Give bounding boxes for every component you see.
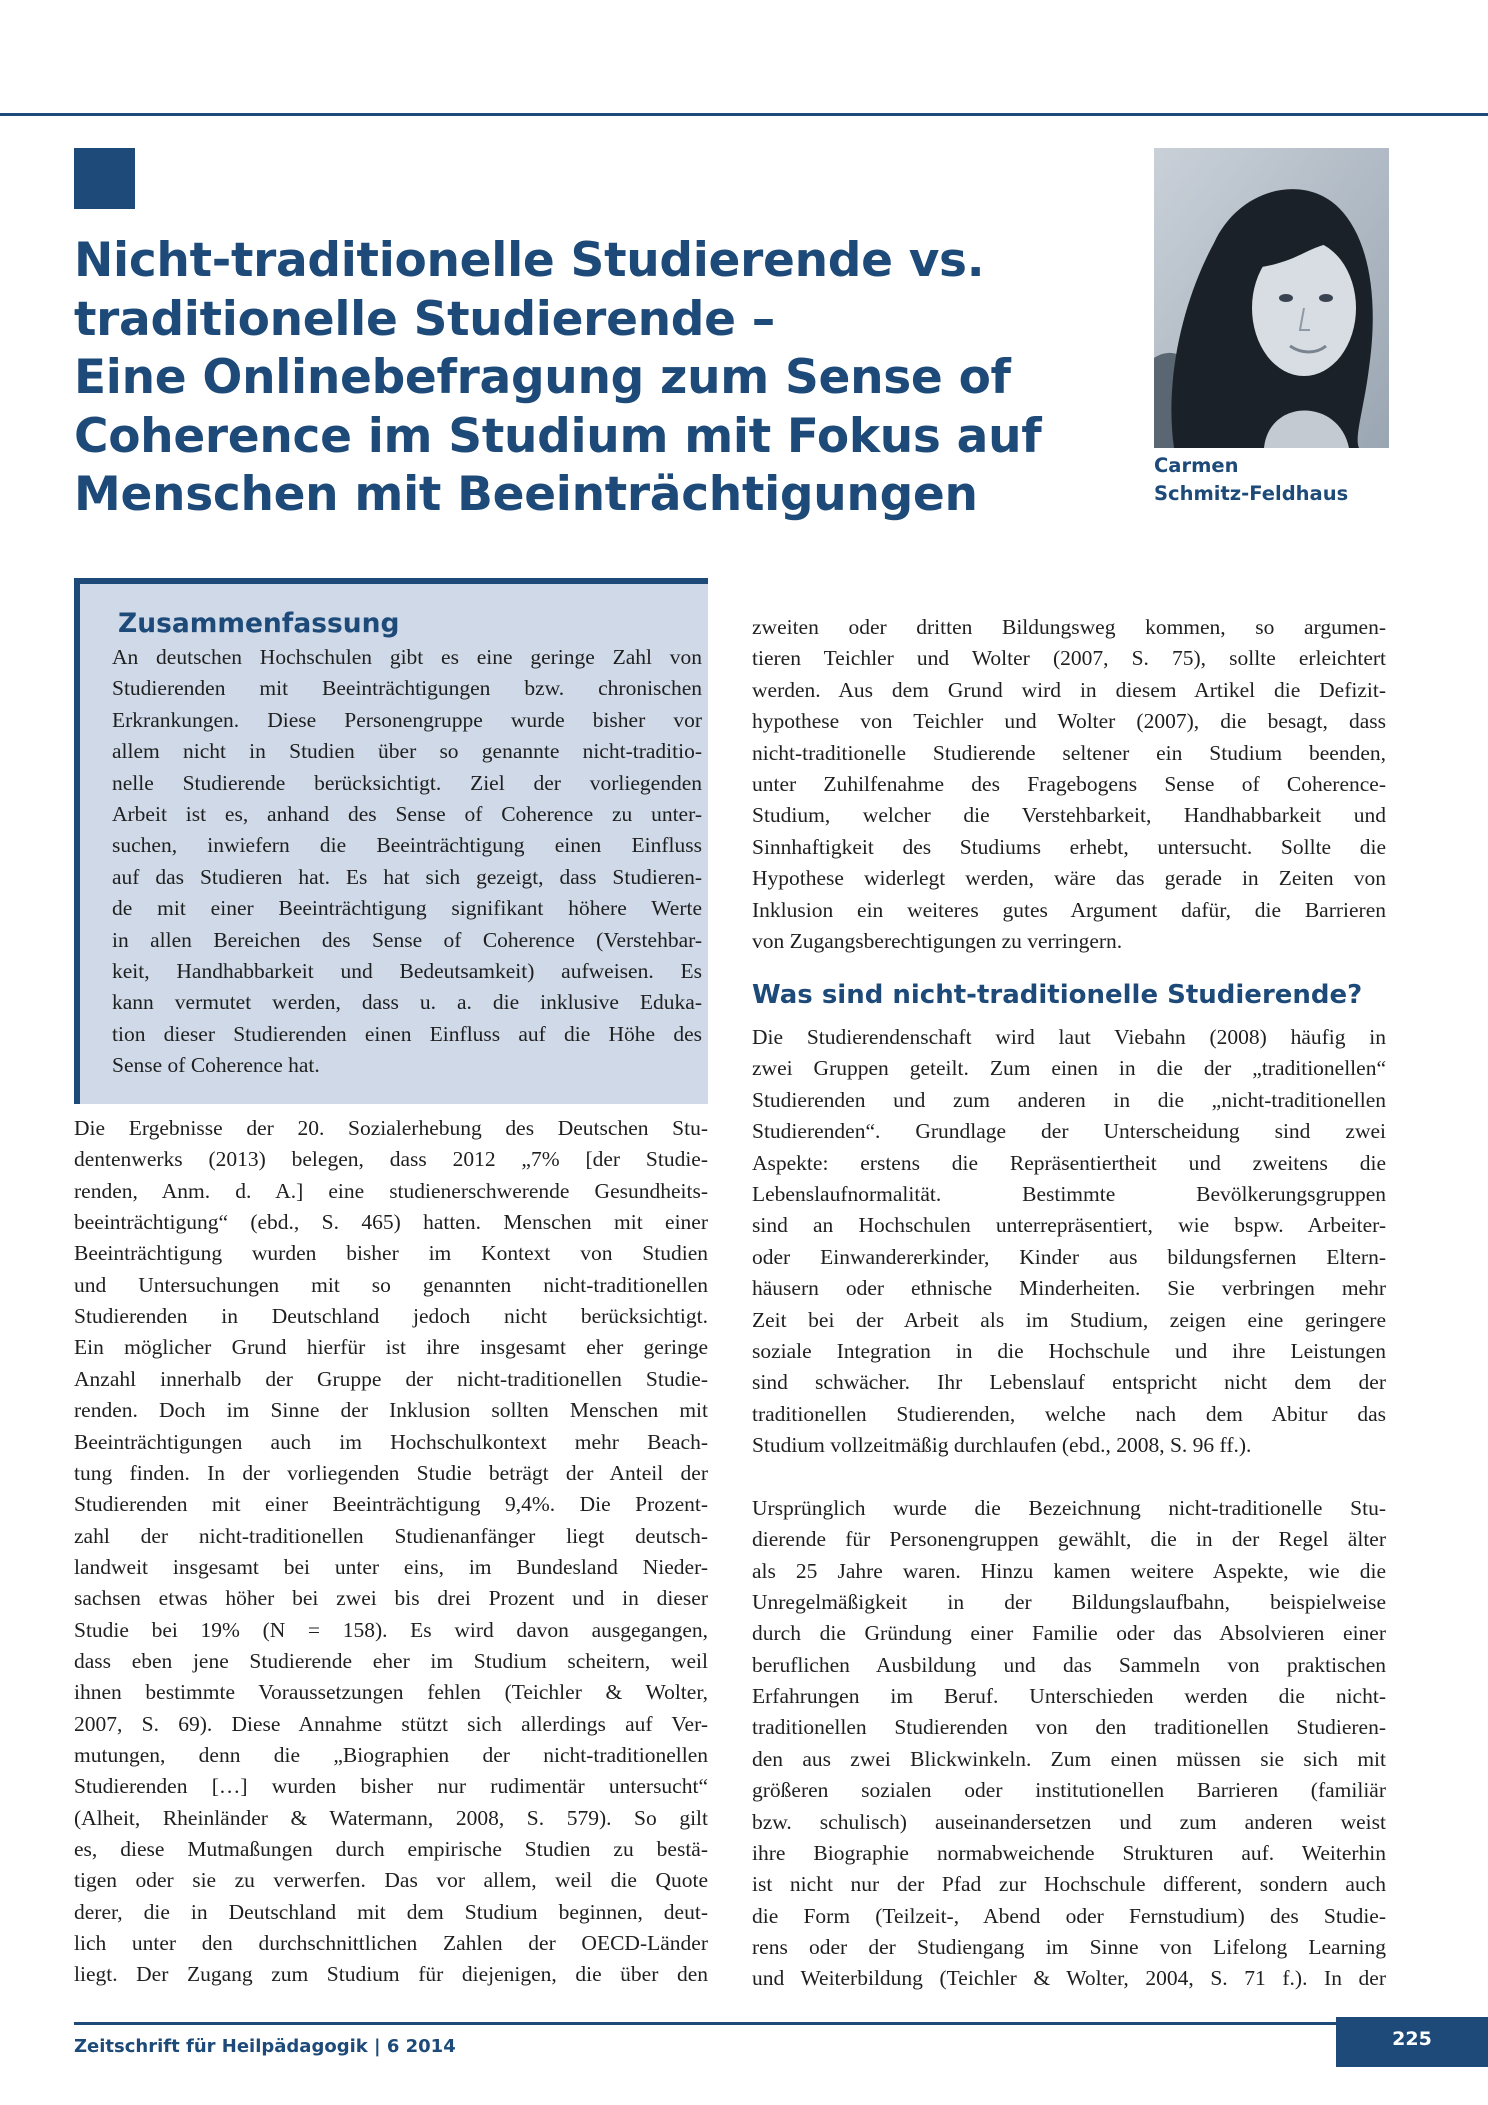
text-line: als 25 Jahre waren. Hinzu kamen weitere Aspekte, wie die bbox=[752, 1558, 1386, 1583]
text-line: 2007, S. 69). Diese Annahme stützt sich allerdings auf Ver- bbox=[74, 1711, 708, 1736]
text-line: Ein möglicher Grund hierfür ist ihre insgesamt eher geringe bbox=[74, 1335, 708, 1360]
text-line: Studierenden mit Beeinträchtigungen bzw. chronischen bbox=[112, 676, 702, 701]
text-line: größeren sozialen oder institutionellen Barrieren (familiär bbox=[752, 1778, 1386, 1803]
text-line: hypothese von Teichler und Wolter (2007), die besagt, dass bbox=[752, 709, 1386, 734]
text-line: Studium vollzeitmäßig durchlaufen (ebd., 2008, S. 96 ff.). bbox=[752, 1433, 1252, 1458]
text-line: de mit einer Beeinträchtigung signifikant höhere Werte bbox=[112, 896, 702, 921]
text-line: tieren Teichler und Wolter (2007, S. 75), sollte erleichtert bbox=[752, 646, 1386, 671]
text-line: beeinträchtigung“ (ebd., S. 465) hatten. Menschen mit einer bbox=[74, 1210, 708, 1235]
author-line: Schmitz-Feldhaus bbox=[1154, 482, 1349, 505]
text-line: sachsen etwas höher bei zwei bis drei Prozent und in dieser bbox=[74, 1586, 708, 1611]
decorative-square bbox=[74, 148, 135, 209]
text-line: Die Studierendenschaft wird laut Viebahn (2008) häufig in bbox=[752, 1025, 1386, 1049]
text-line: kann vermutet werden, dass u. a. die inklusive Eduka- bbox=[112, 990, 702, 1015]
title-line: Eine Onlinebefragung zum Sense of bbox=[74, 350, 1011, 405]
text-line: sind schwächer. Ihr Lebenslauf entspricht nicht dem der bbox=[752, 1370, 1386, 1395]
text-line: sind an Hochschulen unterrepräsentiert, wie bspw. Arbeiter- bbox=[752, 1213, 1386, 1238]
text-line: auf das Studieren hat. Es hat sich gezeigt, dass Studieren- bbox=[112, 864, 702, 889]
text-line: Beeinträchtigung wurden bisher im Kontext von Studien bbox=[74, 1241, 708, 1266]
text-line: mutungen, denn die „Biographien der nicht-traditionellen bbox=[74, 1743, 708, 1767]
text-line: Studierenden und zum anderen in die „nicht-traditionellen bbox=[752, 1087, 1386, 1112]
portrait-illustration bbox=[1154, 148, 1389, 448]
text-line: beruflichen Ausbildung und das Sammeln von praktischen bbox=[752, 1652, 1386, 1677]
text-line: zweiten oder dritten Bildungsweg kommen, so argumen- bbox=[752, 615, 1386, 639]
text-line: (Alheit, Rheinländer & Watermann, 2008, S. 579). So gilt bbox=[74, 1805, 708, 1830]
text-line: Studierenden […] wurden bisher nur rudimentär untersucht“ bbox=[74, 1774, 708, 1799]
text-line: Zeit bei der Arbeit als im Studium, zeigen eine geringere bbox=[752, 1307, 1386, 1332]
text-line: in allen Bereichen des Sense of Coherence (Verstehbar- bbox=[112, 927, 702, 952]
text-line: häusern oder ethnische Minderheiten. Sie verbringen mehr bbox=[752, 1276, 1386, 1301]
text-line: derer, die in Deutschland mit dem Studium beginnen, deut- bbox=[74, 1899, 708, 1924]
text-line: Arbeit ist es, anhand des Sense of Coherence zu unter- bbox=[112, 802, 702, 826]
text-line: keit, Handhabbarkeit und Bedeutsamkeit) aufweisen. Es bbox=[112, 959, 702, 983]
text-line: dierende für Personengruppen gewählt, die in der Regel älter bbox=[752, 1527, 1386, 1552]
text-line: dentenwerks (2013) belegen, dass 2012 „7% [der Studie- bbox=[74, 1147, 708, 1172]
text-line: Studie bei 19% (N = 158). Es wird davon ausgegangen, bbox=[74, 1617, 708, 1642]
title-line: Menschen mit Beeinträchtigungen bbox=[74, 467, 978, 522]
text-line: zahl der nicht-traditionellen Studienanfänger liegt deutsch- bbox=[74, 1523, 708, 1548]
text-line: allem nicht in Studien über so genannte nicht-traditio- bbox=[112, 739, 702, 764]
text-line: An deutschen Hochschulen gibt es eine geringe Zahl von bbox=[112, 645, 702, 669]
text-line: tion dieser Studierenden einen Einfluss auf die Höhe des bbox=[112, 1021, 702, 1046]
text-line: soziale Integration in die Hochschule und ihre Leistungen bbox=[752, 1339, 1386, 1363]
text-line: ihre Biographie normabweichende Strukturen auf. Weiterhin bbox=[752, 1840, 1386, 1865]
text-line: werden. Aus dem Grund wird in diesem Artikel die Defizit- bbox=[752, 677, 1386, 702]
text-line: ist nicht nur der Pfad zur Hochschule different, sondern auch bbox=[752, 1872, 1386, 1897]
abstract-box bbox=[74, 578, 708, 1104]
text-line: dass eben jene Studierende eher im Studium scheitern, weil bbox=[74, 1648, 708, 1673]
title-line: traditionelle Studierende – bbox=[74, 291, 775, 347]
text-line: Studierenden“. Grundlage der Unterscheidung sind zwei bbox=[752, 1119, 1386, 1144]
text-line: Studierenden in Deutschland jedoch nicht berücksichtigt. bbox=[74, 1304, 708, 1329]
text-line: Inklusion ein weiteres gutes Argument dafür, die Barrieren bbox=[752, 897, 1386, 922]
text-line: rens oder der Studiengang im Sinne von Lifelong Learning bbox=[752, 1934, 1386, 1959]
text-line: durch die Gründung einer Familie oder das Absolvieren einer bbox=[752, 1621, 1386, 1646]
text-line: Studierenden mit einer Beeinträchtigung 9,4%. Die Prozent- bbox=[74, 1492, 708, 1517]
text-line: tigen oder sie zu verwerfen. Das vor allem, weil die Quote bbox=[74, 1868, 708, 1893]
text-line: nicht-traditionelle Studierende seltener ein Studium beenden, bbox=[752, 740, 1386, 765]
text-line: traditionellen Studierenden von den traditionellen Studieren- bbox=[752, 1715, 1386, 1740]
text-line: tung finden. In der vorliegenden Studie beträgt der Anteil der bbox=[74, 1460, 708, 1485]
text-line: Erkrankungen. Diese Personengruppe wurde bisher vor bbox=[112, 707, 702, 732]
abstract-heading: Zusammenfassung bbox=[118, 608, 400, 639]
text-line: den aus zwei Blickwinkeln. Zum einen müssen sie sich mit bbox=[752, 1746, 1386, 1771]
text-line: Studium, welcher die Verstehbarkeit, Handhabbarkeit und bbox=[752, 803, 1386, 828]
text-line: Sense of Coherence hat. bbox=[112, 1053, 320, 1078]
text-line: landweit insgesamt bei unter eins, im Bundesland Nieder- bbox=[74, 1554, 708, 1579]
text-line: Sinnhaftigkeit des Studiums erhebt, untersucht. Sollte die bbox=[752, 834, 1386, 859]
text-line: unter Zuhilfenahme des Fragebogens Sense of Coherence- bbox=[752, 772, 1386, 796]
top-rule bbox=[0, 113, 1488, 116]
text-line: von Zugangsberechtigungen zu verringern. bbox=[752, 929, 1123, 953]
text-line: Erfahrungen im Beruf. Unterschieden werden die nicht- bbox=[752, 1684, 1386, 1709]
text-line: Beeinträchtigungen auch im Hochschulkontext mehr Beach- bbox=[74, 1429, 708, 1454]
journal-name: Zeitschrift für Heilpädagogik | 6 2014 bbox=[74, 2036, 456, 2057]
text-line: Ursprünglich wurde die Bezeichnung nicht-traditionelle Stu- bbox=[752, 1496, 1386, 1520]
text-line: ihnen bestimmte Voraussetzungen fehlen (Teichler & Wolter, bbox=[74, 1680, 708, 1705]
text-line: bzw. schulisch) auseinandersetzen und zum anderen weist bbox=[752, 1809, 1386, 1834]
text-line: suchen, inwiefern die Beeinträchtigung einen Einfluss bbox=[112, 833, 702, 858]
article-title bbox=[74, 232, 1042, 525]
text-line: renden, Anm. d. A.] eine studienerschwerende Gesundheits- bbox=[74, 1178, 708, 1203]
text-line: Anzahl innerhalb der Gruppe der nicht-traditionellen Studie- bbox=[74, 1366, 708, 1391]
page-number: 225 bbox=[1336, 2017, 1488, 2067]
text-line: oder Einwandererkinder, Kinder aus bildungsfernen Eltern- bbox=[752, 1244, 1386, 1269]
title-line: Nicht-traditionelle Studierende vs. bbox=[74, 233, 985, 288]
text-line: Lebenslaufnormalität. Bestimmte Bevölkerungsgruppen bbox=[752, 1182, 1386, 1206]
section-heading: Was sind nicht-traditionelle Studierende? bbox=[752, 980, 1363, 1010]
text-line: lich unter den durchschnittlichen Zahlen der OECD-Länder bbox=[74, 1931, 708, 1956]
text-line: Die Ergebnisse der 20. Sozialerhebung des Deutschen Stu- bbox=[74, 1116, 708, 1140]
text-line: zwei Gruppen geteilt. Zum einen in die der „traditionellen“ bbox=[752, 1056, 1386, 1081]
text-line: renden. Doch im Sinne der Inklusion sollten Menschen mit bbox=[74, 1398, 708, 1423]
text-line: und Weiterbildung (Teichler & Wolter, 2004, S. 71 f.). In der bbox=[752, 1966, 1386, 1991]
text-line: die Form (Teilzeit-, Abend oder Fernstudium) des Studie- bbox=[752, 1903, 1386, 1928]
text-line: liegt. Der Zugang zum Studium für diejenigen, die über den bbox=[74, 1962, 708, 1987]
author-line: Carmen bbox=[1154, 454, 1239, 477]
text-line: traditionellen Studierenden, welche nach dem Abitur das bbox=[752, 1401, 1386, 1426]
text-line: es, diese Mutmaßungen durch empirische Studien zu bestä- bbox=[74, 1837, 708, 1862]
footer-rule bbox=[74, 2022, 1336, 2025]
text-line: und Untersuchungen mit so genannten nicht-traditionellen bbox=[74, 1272, 708, 1297]
text-line: Hypothese widerlegt werden, wäre das gerade in Zeiten von bbox=[752, 866, 1386, 891]
text-line: Aspekte: erstens die Repräsentiertheit und zweitens die bbox=[752, 1150, 1386, 1175]
author-photo bbox=[1154, 148, 1389, 448]
text-line: nelle Studierende berücksichtigt. Ziel der vorliegenden bbox=[112, 770, 702, 795]
text-line: Unregelmäßigkeit in der Bildungslaufbahn, beispielweise bbox=[752, 1590, 1386, 1615]
title-line: Coherence im Studium mit Fokus auf bbox=[74, 408, 1042, 464]
author-name bbox=[1154, 452, 1348, 508]
